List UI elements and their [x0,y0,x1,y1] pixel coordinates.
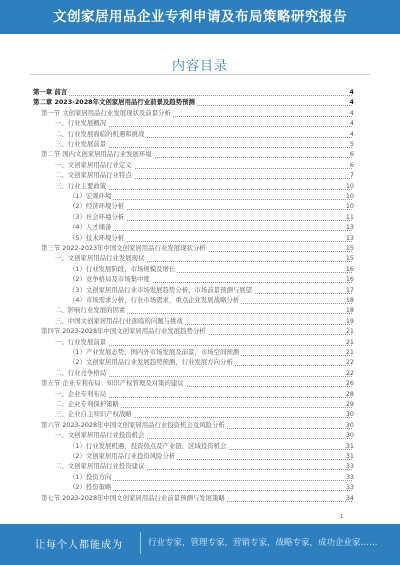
toc-entry-page: 30 [345,410,354,419]
toc-entry-label: 二、文创家居用品行业特点 [55,171,132,180]
toc-entry-page: 16 [345,264,354,273]
toc-entry-label: 第一章 前言 [33,88,68,96]
toc-entry-label: 一、文创家居用品行业定义 [55,160,132,169]
document-title: 文创家居用品企业专利申请及布局策略研究报告 [53,9,347,25]
page-number: 1 [340,514,344,520]
toc-entry-page: 6 [349,160,354,169]
toc-entry-page: 4 [349,129,354,138]
toc-entry-page: 18 [345,306,354,315]
toc-leader-dots [33,86,352,96]
toc-entry-page: 33 [345,472,354,481]
toc-entry-page: 7 [349,171,354,180]
toc-entry-page: 22 [345,358,354,367]
toc-entry-page: 13 [345,223,354,232]
toc-entry-label: 第四节 2023-2028年中国文创家居用品行业发展趋势分析 [41,327,206,336]
toc-entry-label: （4）人才储备 [69,223,112,232]
toc-entry-label: （5）技术环境分析 [69,233,125,242]
toc-entry-label: 一、文创家居用品行业投资机会 [55,431,145,440]
toc-entry-label: 三、企业自主知识产权战略 [55,410,132,419]
toc-entry-label: （2）文创家居用品行业投资风险分析 [69,452,176,460]
toc-entry-page: 29 [345,400,354,408]
toc-entry-label: （1）行业发展机遇，投资热点及产业链，区域投资机会 [69,441,227,450]
toc-entry-page: 21 [345,327,354,336]
toc-entry-label: 二、企业专利保护策略 [55,400,119,408]
toc-entry-page: 4 [349,88,354,96]
toc-entry-label: （1）投资方向 [69,472,112,481]
toc-entry-page: 4 [349,119,354,128]
toc-entry-label: 二、文创家居用品行业投资建议 [55,462,145,471]
toc-entry-label: 三、行业主要政策 [55,181,107,190]
toc-entry-label: （1）宏观环境 [69,192,112,200]
toc-entry-label: （2）文创家居用品行业发展趋势预测，行业发展方向分析 [69,358,233,367]
toc-entry-page: 33 [345,462,354,471]
toc-entry-label: 三、中国文创家居用品行业面临的问题与挑战 [55,316,183,325]
toc-entry-page: 15 [345,244,354,252]
toc-entry-label: （2）投资策略 [69,483,112,492]
toc-entry-label: （2）竞争格局及市场集中度 [69,275,150,284]
toc-entry-page: 22 [345,368,354,377]
toc-entry-page: 11 [345,212,354,221]
toc-entry-page: 31 [345,441,354,450]
footer-slogan: 让每个人都能成为 [35,540,123,551]
footer-tagline: 行业专家，管理专家，营销专家，战略专家，成功企业家…… [148,538,378,548]
toc-entry-label: （1）行业发展阶段，市场规模及增长 [69,264,176,273]
toc-entry-label: （3）文创家居用品行业市场发展趋势分析，市场前景预测与展望 [69,285,253,294]
toc-entry-page: 30 [345,431,354,440]
toc-entry-label: 第七节 2023-2028年中国文创家居用品行业前景预测与发展策略 [41,493,225,502]
toc-entry-page: 10 [345,192,354,200]
toc-entry-page: 4 [349,108,354,117]
toc-entry-label: （2）经济环境分析 [69,202,125,211]
toc-entry-page: 30 [345,420,354,429]
toc-entry-page: 26 [345,379,354,388]
toc-entry-page: 15 [345,254,354,263]
toc-entry-label: （4）市场需求分析，行业市场需求，重点企业发展战略分析 [69,296,240,304]
toc-entry-page: 5 [349,140,354,148]
toc-entry-label: 一、企业专利布局 [55,389,107,398]
toc-entry-page: 6 [349,150,354,159]
toc-entry-label: 一、文创家居用品行业发展现状 [55,254,145,263]
toc-entry-label: 第五节 企业专利布局：知识产权管理及对策的建议 [41,379,184,388]
toc-entry-page: 31 [345,452,354,460]
toc-entry-label: 第三节 2022-2023年中国文创家居用品行业发展现状分析 [41,244,206,252]
toc-entry-page: 17 [345,285,354,294]
toc-entry-label: 一、行业发展概况 [55,119,107,128]
toc-entry-label: 二、行业竞争格局 [55,368,107,377]
toc-entry-page: 4 [349,98,354,107]
toc-heading: 内容目录 [171,59,228,74]
toc-entry-page: 19 [345,316,354,325]
toc-entry-page: 18 [345,296,354,304]
toc-entry-label: 第一节 文创家居用品行业发展现状及前景分析 [41,108,171,117]
footer-divider [140,532,141,554]
toc-entry-label: 一、行业发展前景 [55,337,107,346]
toc-entry-page: 21 [345,337,354,346]
toc-entry-page: 10 [345,181,354,190]
toc-entry-page: 33 [345,483,354,492]
toc-entry-label: 二、行业发展面临的机遇和挑战 [55,129,145,138]
toc-entry-label: 第二节 国内文创家居用品行业发展环境 [41,150,152,159]
toc-heading-rule [30,74,370,75]
toc-entry-label: 三、行业发展前景 [55,140,107,148]
toc-entry-page: 10 [345,202,354,211]
toc-entry[interactable] [0,494,400,503]
toc-entry-page: 28 [345,389,354,398]
toc-entry-label: 二、影响行业发展的因素 [55,306,126,315]
toc-entry-page: 13 [345,233,354,242]
toc-entry-page: 16 [345,275,354,284]
toc-entry-label: （3）社会环境分析 [69,212,125,221]
toc-entry-page: 34 [345,493,354,502]
toc-entry-page: 21 [345,348,354,356]
toc-entry-label: 第二章 2023-2028年文创家居用品行业前景及趋势预测 [33,98,195,107]
toc-entry-label: 第六节 2023-2028年中国文创家居用品行业投资机会及风险分析 [41,420,225,429]
toc-entry-label: （1）产业发展态势，国内外市场发展及前景，市场空间预测 [69,348,240,356]
